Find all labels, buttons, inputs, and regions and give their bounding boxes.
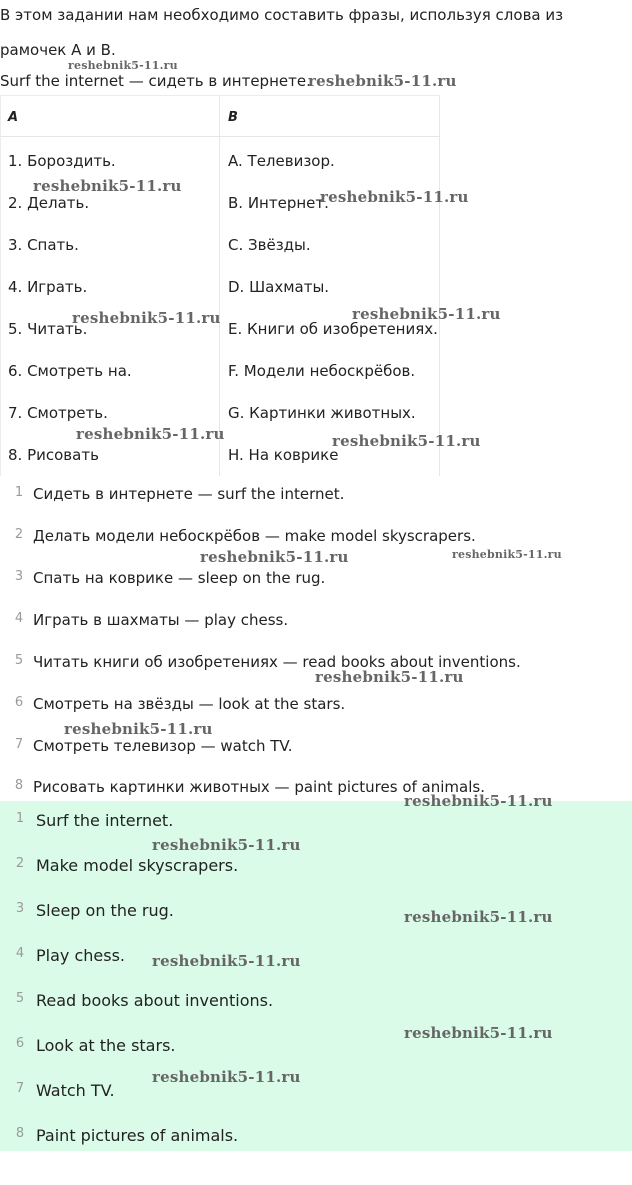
item-text: Рисовать картинки животных — paint pictures of animals.	[33, 778, 485, 796]
column-header-a: A	[8, 110, 19, 125]
answer-number: 5	[15, 991, 25, 1006]
cell-a-5: 5. Читать.	[8, 320, 88, 338]
watermark: reshebnik5-11.ru	[332, 432, 481, 450]
list-item	[0, 485, 632, 509]
cell-b-5: E. Книги об изобретениях.	[228, 320, 438, 338]
item-text: Делать модели небоскрёбов — make model skyscrapers.	[33, 527, 476, 545]
answer-item	[0, 991, 632, 1015]
cell-b-2: B. Интернет.	[228, 194, 329, 212]
answer-number: 1	[15, 811, 25, 826]
item-text: Сидеть в интернете — surf the internet.	[33, 485, 345, 503]
watermark: reshebnik5-11.ru	[64, 720, 213, 738]
answer-text: Look at the stars.	[36, 1036, 176, 1055]
answer-text: Sleep on the rug.	[36, 901, 174, 920]
answer-text: Paint pictures of animals.	[36, 1126, 239, 1145]
watermark: reshebnik5-11.ru	[404, 792, 553, 810]
answer-number: 6	[15, 1036, 25, 1051]
cell-a-7: 7. Смотреть.	[8, 404, 108, 422]
watermark: reshebnik5-11.ru	[315, 668, 464, 686]
cell-a-6: 6. Смотреть на.	[8, 362, 132, 380]
watermark: reshebnik5-11.ru	[404, 908, 553, 926]
list-item	[0, 569, 632, 593]
cell-b-3: C. Звёзды.	[228, 236, 311, 254]
cell-b-7: G. Картинки животных.	[228, 404, 416, 422]
item-number: 8	[14, 778, 24, 793]
answer-text: Read books about inventions.	[36, 991, 274, 1010]
watermark: reshebnik5-11.ru	[152, 1068, 301, 1086]
watermark: reshebnik5-11.ru	[72, 309, 221, 327]
answer-number: 7	[15, 1081, 25, 1096]
answer-block	[0, 801, 632, 1151]
watermark: reshebnik5-11.ru	[33, 177, 182, 195]
column-divider	[219, 96, 220, 476]
intro-line-2: рамочек А и В.	[0, 41, 116, 59]
watermark: reshebnik5-11.ru	[308, 72, 457, 90]
cell-a-4: 4. Играть.	[8, 278, 88, 296]
cell-b-8: H. На коврике	[228, 446, 339, 464]
watermark: reshebnik5-11.ru	[200, 548, 349, 566]
answer-item	[0, 1126, 632, 1150]
item-number: 5	[14, 653, 24, 668]
item-text: Спать на коврике — sleep on the rug.	[33, 569, 326, 587]
item-text: Смотреть телевизор — watch TV.	[33, 737, 293, 755]
cell-a-2: 2. Делать.	[8, 194, 90, 212]
item-number: 7	[14, 737, 24, 752]
list-item	[0, 611, 632, 635]
answer-text: Make model skyscrapers.	[36, 856, 239, 875]
item-text: Читать книги об изобретениях — read books about inventions.	[33, 653, 521, 671]
column-header-b: B	[228, 110, 238, 125]
answer-item	[0, 1081, 632, 1105]
cell-b-4: D. Шахматы.	[228, 278, 330, 296]
watermark: reshebnik5-11.ru	[76, 425, 225, 443]
intro-line-1: В этом задании нам необходимо составить фразы, используя слова из	[0, 6, 564, 24]
cell-b-6: F. Модели небоскрёбов.	[228, 362, 416, 380]
header-divider	[1, 136, 439, 137]
item-number: 2	[14, 527, 24, 542]
watermark: reshebnik5-11.ru	[320, 188, 469, 206]
answer-text: Surf the internet.	[36, 811, 174, 830]
cell-b-1: A. Телевизор.	[228, 152, 335, 170]
item-text: Играть в шахматы — play chess.	[33, 611, 289, 629]
answer-number: 4	[15, 946, 25, 961]
list-item	[0, 737, 632, 761]
cell-a-8: 8. Рисовать	[8, 446, 99, 464]
answer-number: 8	[15, 1126, 25, 1141]
watermark: reshebnik5-11.ru	[352, 305, 501, 323]
watermark: reshebnik5-11.ru	[152, 836, 301, 854]
answer-item	[0, 946, 632, 970]
answer-item	[0, 811, 632, 835]
watermark: reshebnik5-11.ru	[68, 59, 178, 72]
answer-text: Play chess.	[36, 946, 125, 965]
list-item	[0, 695, 632, 719]
item-number: 6	[14, 695, 24, 710]
cell-a-3: 3. Спать.	[8, 236, 79, 254]
item-number: 4	[14, 611, 24, 626]
answer-number: 3	[15, 901, 25, 916]
answer-text: Watch TV.	[36, 1081, 115, 1100]
watermark: reshebnik5-11.ru	[452, 548, 562, 561]
item-number: 3	[14, 569, 24, 584]
answer-item	[0, 856, 632, 880]
answer-number: 2	[15, 856, 25, 871]
watermark: reshebnik5-11.ru	[152, 952, 301, 970]
item-number: 1	[14, 485, 24, 500]
item-text: Смотреть на звёзды — look at the stars.	[33, 695, 346, 713]
words-table	[0, 95, 440, 476]
intro-example: Surf the internet — сидеть в интернете.	[0, 72, 311, 90]
watermark: reshebnik5-11.ru	[404, 1024, 553, 1042]
cell-a-1: 1. Бороздить.	[8, 152, 116, 170]
